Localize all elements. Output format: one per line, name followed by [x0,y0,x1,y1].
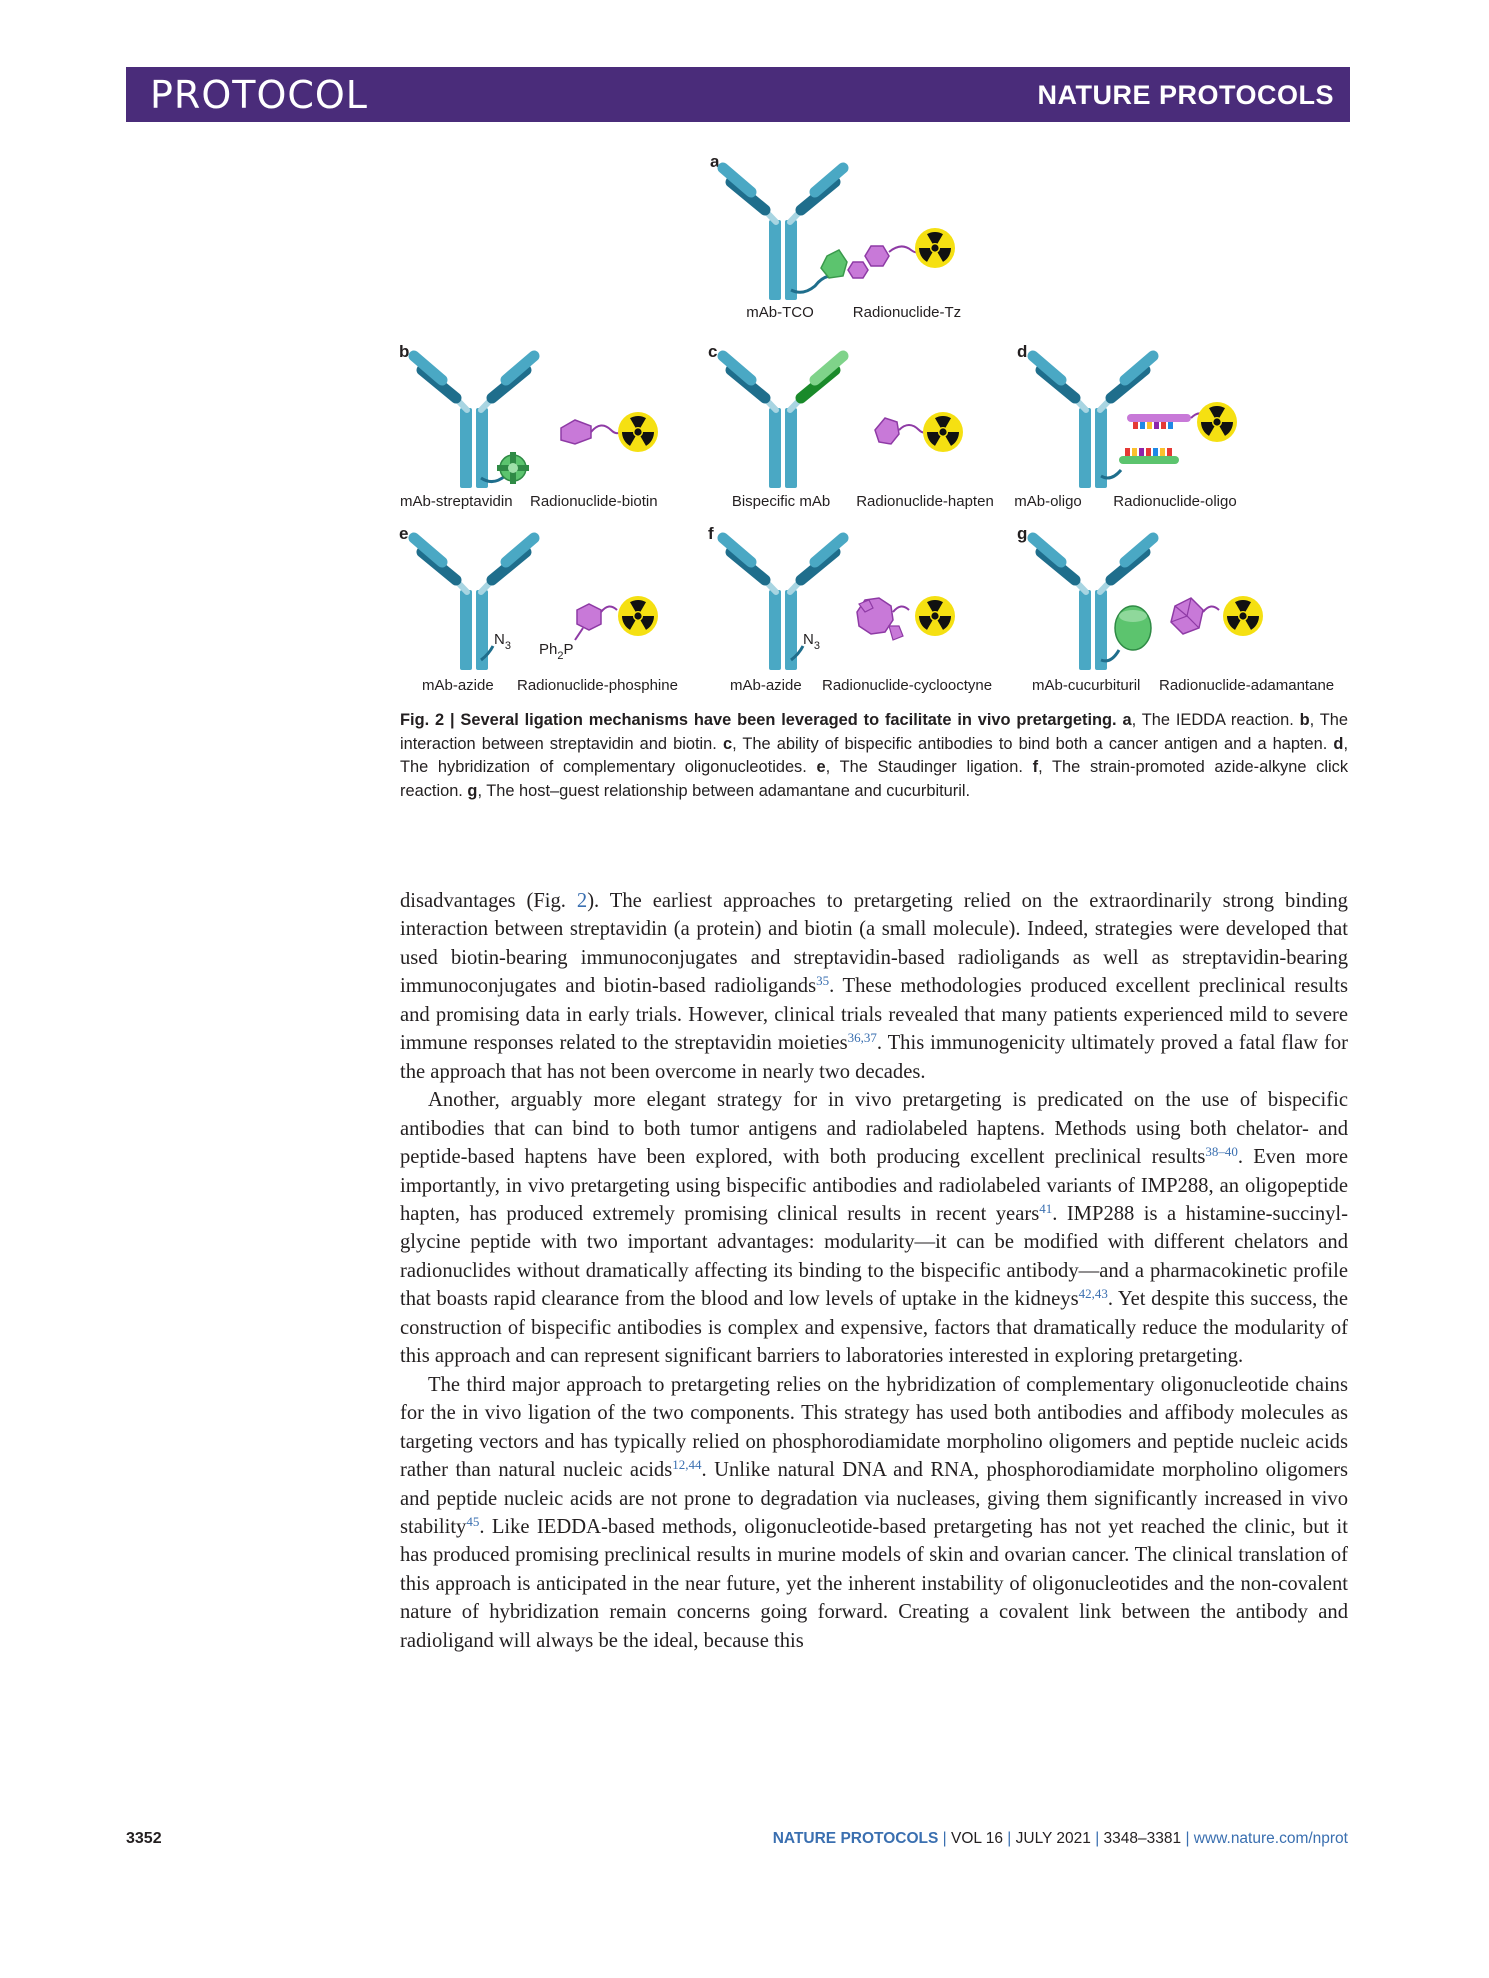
footer-journal: NATURE PROTOCOLS [772,1830,939,1847]
panel-c [708,342,994,510]
paragraph-3: The third major approach to pretargeting relies on the hybridization of complementary oligonucleotide chains for the in vivo ligation of the two components. This strategy has used both antibodies and affibody molecules as targeting vectors and has typically relied on phosphorodiamidate morpholino oligomers and peptide nucleic acids rather than natural nucleic acids$^{12,44}$. Unlike natural DNA and RNA, phosphorodiamidate morpholino oligomers and peptide nucleic acids are not prone to degradation via nucleases, giving them significantly increased in vivo stability$^{45}$. Like IEDDA-based methods, oligonucleotide-based pretargeting has not yet reached the clinic, but it has produced promising preclinical results in murine models of skin and ovarian cancer. The clinical translation of this approach is anticipated in the near future, yet the inherent instability of oligonucleotides and the non-covalent nature of hybridization remain concerns going forward. Creating a covalent link between the antibody and radioligand will always be the ideal, because this [400,1373,1348,1652]
reference-link[interactable]: 42,43 [1078,1286,1108,1302]
panel-e-left-caption: mAb-azide [422,677,494,694]
panel-f-left-caption: mAb-azide [730,677,802,694]
panel-g-left-caption: mAb-cucurbituril [1032,677,1141,694]
caption-label: Fig. 2 | [400,711,461,729]
footer-citation: NATURE PROTOCOLS | VOL 16 | JULY 2021 | 3348–3381 | www.nature.com/nprot [772,1830,1348,1847]
page-number: 3352 [126,1830,162,1847]
footer-url[interactable]: www.nature.com/nprot [1193,1830,1348,1847]
panel-b-right-caption: Radionuclide-biotin [530,493,658,510]
reference-link[interactable]: 41 [1039,1200,1053,1216]
panel-a [710,152,961,321]
panel-c-left-caption: Bispecific mAb [731,493,831,510]
reference-link[interactable]: 45 [466,1513,480,1529]
reference-link[interactable]: 35 [816,973,830,989]
panel-d-right-caption: Radionuclide-oligo [1113,493,1237,510]
reference-link[interactable]: 12,44 [672,1457,702,1473]
reference-link[interactable]: 36,37 [847,1030,877,1046]
journal-name: NATURE PROTOCOLS [1037,80,1334,110]
panel-e-letter: e [399,524,409,543]
body-text [400,887,1348,1655]
header-bar [126,67,1350,122]
footer-date: JULY 2021 [1015,1830,1091,1847]
paragraph-2: Another, arguably more elegant strategy for in vivo pretargeting is predicated on the use of bispecific antibodies that can bind to both tumor antigens and radiolabeled haptens. Methods using both chelator- and peptide-based haptens have been explored, with both producing excellent preclinical results$^{38-40}$. Even more importantly, in vivo pretargeting using bispecific antibodies and radiolabeled variants of IMP288, an oligopeptide hapten, has produced extremely promising clinical results in recent years$^{41}$. IMP288 is a histamine-succinyl-glycine peptide with two important advantages: modularity—it can be modified with different chelators and radionuclides without dramatically affecting its binding to the bispecific antibody—and a pharmacokinetic profile that boasts rapid clearance from the blood and low levels of uptake in the kidneys$^{42,43}$. Yet despite this success, the construction of bispecific antibodies is complex and expensive, factors that dramatically reduce the modularity of this approach and can represent significant barriers to laboratories interested in exploring pretargeting. [400,1089,1348,1368]
phosphine-label: $Ph_2P$ [539,641,574,662]
panel-g-right-caption: Radionuclide-adamantane [1159,677,1335,694]
figure-link[interactable]: 2 [576,890,588,912]
panel-a-right-caption: Radionuclide-Tz [852,304,962,321]
panel-c-right-caption: Radionuclide-hapten [856,493,994,510]
panel-a-letter: a [710,152,720,171]
panel-d [1014,342,1237,510]
panel-d-left-caption: mAb-oligo [1014,493,1082,510]
panel-g [1017,524,1334,694]
panel-c-letter: c [708,342,718,361]
panel-b-left-caption: mAb-streptavidin [400,493,513,510]
footer-volume: VOL 16 [951,1830,1003,1847]
paragraph-1: disadvantages (Fig. 2). The earliest approaches to pretargeting relied on the extraordinarily strong binding interaction between streptavidin (a protein) and biotin (a small molecule). Indeed, strategies were developed that used biotin-bearing immunoconjugates and streptavidin-based radioligands as well as streptavidin-bearing immunoconjugates and biotin-based radioligands$^{35}$. These methodologies produced excellent preclinical results and promising data in early trials. However, clinical trials revealed that many patients experienced mild to severe immune responses related to the streptavidin moieties$^{36,37}$. This immunogenicity ultimately proved a fatal flaw for the approach that has not been overcome in nearly two decades. [400,890,1349,1083]
panel-b [399,342,658,510]
azide-label-f: $N_3$ [803,631,820,652]
figure-2 [395,150,1355,710]
footer-pages: 3348–3381 [1103,1830,1182,1847]
panel-d-letter: d [1017,342,1028,361]
panel-b-letter: b [399,342,410,361]
panel-a-left-caption: mAb-TCO [746,304,814,321]
figure-caption: Fig. 2 | Several ligation mechanisms have been leveraged to facilitate in vivo pretargeting. a, The IEDDA reaction. b, The interaction between streptavidin and biotin. c, The ability of bispecific antibodies to bind both a cancer antigen and a hapten. d, The hybridization of complementary oligonucleotides. e, The Staudinger ligation. f, The strain-promoted azide-alkyne click reaction. g, The host–guest relationship between adamantane and cucurbituril. [400,711,1349,800]
panel-f-letter: f [708,524,714,543]
panel-g-letter: g [1017,524,1028,543]
panel-e-right-caption: Radionuclide-phosphine [517,677,678,694]
azide-label-e: $N_3$ [494,631,511,652]
section-label: PROTOCOL [150,73,368,117]
panel-f-right-caption: Radionuclide-cyclooctyne [822,677,993,694]
caption-title: Several ligation mechanisms have been leveraged to facilitate in vivo pretargeting. [460,711,1117,729]
panel-f [708,524,992,694]
panel-e [399,524,678,694]
reference-link[interactable]: 38–40 [1205,1144,1238,1160]
